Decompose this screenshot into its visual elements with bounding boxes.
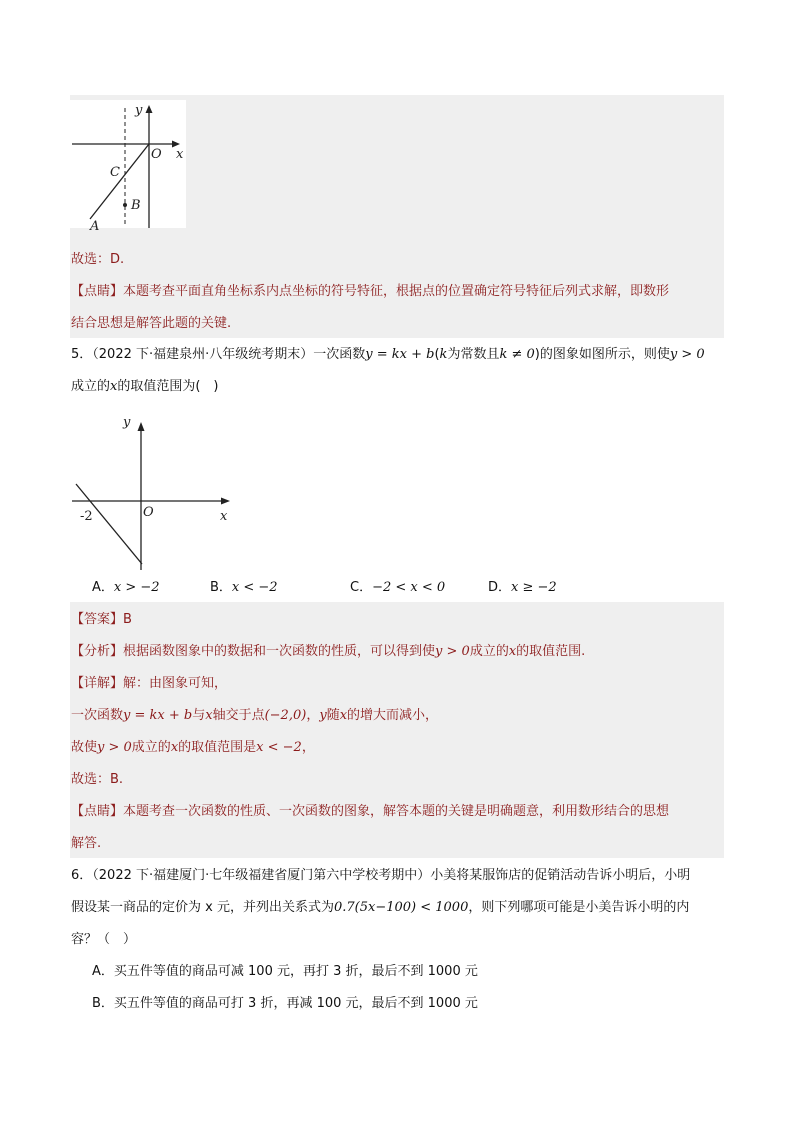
q6-option-b[interactable]: B．买五件等值的商品可打 3 折，再减 100 元，最后不到 1000 元 — [92, 996, 478, 1011]
fig1-y-label: y — [135, 103, 143, 118]
analysis-tag: 【分析】 — [71, 644, 124, 659]
comment-tag: 【点睛】 — [71, 804, 124, 819]
fig1-point-a-label: A — [90, 219, 100, 232]
q5-option-b[interactable]: B．x < −2 — [210, 580, 278, 595]
detail-tag: 【详解】 — [71, 676, 124, 691]
figure-q5 — [70, 410, 240, 579]
q5-stem-line2: 成立的x的取值范围为( ) — [71, 379, 219, 394]
q4-choice: 故选：D. — [71, 252, 125, 267]
q4-comment-l2: 结合思想是解答此题的关键. — [71, 316, 232, 331]
q5-option-c[interactable]: C．−2 < x < 0 — [350, 580, 446, 595]
point-b-dot — [123, 203, 127, 207]
q5-detail-l2: 一次函数y = kx + b与x轴交于点(−2,0)，y随x的增大而减小， — [71, 708, 439, 723]
q5-comment-l1: 【点睛】本题考查一次函数的性质、一次函数的图象，解答本题的关键是明确题意，利用数形结合的思想 — [71, 804, 670, 819]
q6-option-a[interactable]: A．买五件等值的商品可减 100 元，再打 3 折，最后不到 1000 元 — [92, 964, 478, 979]
fig2-origin-label: O — [143, 505, 154, 520]
q5-detail-l3: 故使y > 0成立的x的取值范围是x < −2， — [71, 740, 315, 755]
fig2-intercept-label: -2 — [80, 509, 93, 524]
q5-option-a[interactable]: A．x > −2 — [92, 580, 160, 595]
q5-answer: 【答案】B — [71, 612, 132, 627]
fig1-x-label: x — [176, 147, 184, 162]
fig1-origin-label: O — [151, 147, 162, 162]
function-line — [76, 484, 142, 564]
q6-stem-line3: 容？（ ） — [71, 932, 137, 947]
y-axis-arrow — [138, 422, 145, 431]
x-axis-arrow — [221, 498, 230, 505]
q5-stem-line1: 5．（2022 下·福建泉州·八年级统考期末）一次函数y = kx + b(k为常数且k ≠ 0)的图象如图所示，则使y > 0 — [71, 347, 705, 362]
q5-detail-l1: 【详解】解：由图象可知， — [71, 676, 228, 691]
q4-comment-tag: 【点睛】 — [71, 284, 124, 299]
fig2-x-label: x — [220, 509, 228, 524]
q4-comment-l1: 【点睛】本题考查平面直角坐标系内点坐标的符号特征，根据点的位置确定符号特征后列式求解，即数形 — [71, 284, 670, 299]
q6-stem-line1: 6．（2022 下·福建厦门·七年级福建省厦门第六中学校考期中）小美将某服饰店的促销活动告诉小明后，小明 — [71, 868, 691, 883]
fig2-y-label: y — [123, 415, 131, 430]
answer-tag: 【答案】 — [71, 612, 124, 627]
fig1-point-c-label: C — [110, 165, 120, 180]
q5-option-d[interactable]: D．x ≥ −2 — [488, 580, 557, 595]
q5-analysis: 【分析】根据函数图象中的数据和一次函数的性质，可以得到使y > 0成立的x的取值范围. — [71, 644, 586, 659]
q6-stem-line2: 假设某一商品的定价为 x 元，并列出关系式为0.7(5x−100) < 1000，则下列哪项可能是小美告诉小明的内 — [71, 900, 690, 915]
q5-choice: 故选：B. — [71, 772, 124, 787]
fig1-point-b-label: B — [131, 198, 141, 213]
figure-q4 — [70, 100, 190, 236]
q5-comment-l2: 解答. — [71, 836, 102, 851]
